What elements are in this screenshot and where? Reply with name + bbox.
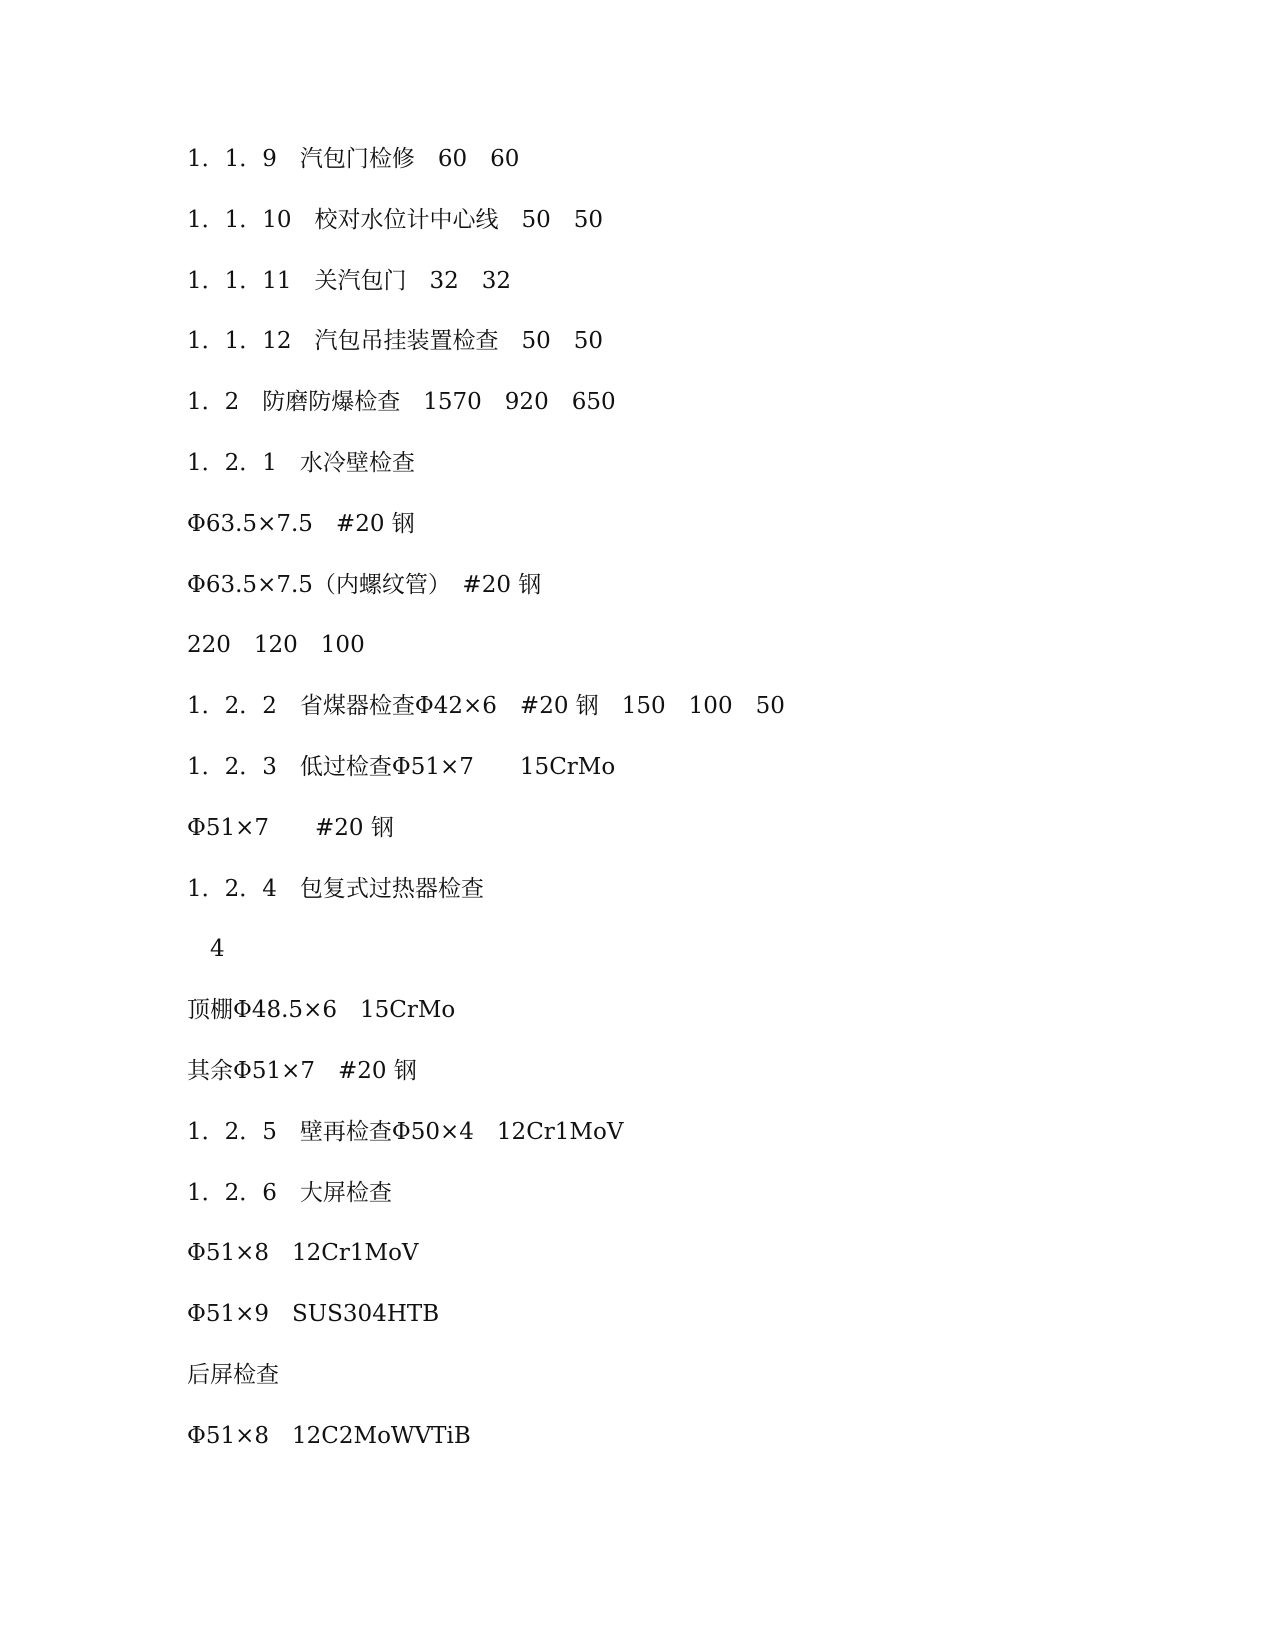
spec-line: Φ51×8 12Cr1MoV: [187, 1240, 419, 1267]
item-1-2-4: 1．2．4 包复式过热器检查: [187, 875, 484, 902]
item-1-1-10: 1．1．10 校对水位计中心线 50 50: [187, 206, 604, 233]
item-1-2: 1．2 防磨防爆检查 1570 920 650: [187, 389, 616, 416]
item-1-1-12: 1．1．12 汽包吊挂装置检查 50 50: [187, 328, 604, 355]
spec-line: Φ51×7 #20 钢: [187, 814, 394, 841]
item-1-1-9: 1．1．9 汽包门检修 60 60: [187, 146, 520, 172]
subsection-label: 后屏检查: [187, 1361, 279, 1388]
quantity-line: 4: [187, 936, 225, 963]
item-1-2-6: 1．2．6 大屏检查: [187, 1179, 392, 1206]
item-1-1-11: 1．1．11 关汽包门 32 32: [187, 267, 512, 294]
document-body: [187, 144, 1187, 1482]
item-1-2-3: 1．2．3 低过检查Φ51×7 15CrMo: [187, 753, 616, 780]
quantity-line: 220 120 100: [187, 632, 365, 659]
spec-line: Φ51×9 SUS304HTB: [187, 1301, 440, 1328]
spec-line: Φ51×8 12C2MoWVTiB: [187, 1422, 471, 1449]
spec-line: 顶棚Φ48.5×6 15CrMo: [187, 997, 456, 1024]
item-1-2-5: 1．2．5 壁再检查Φ50×4 12Cr1MoV: [187, 1118, 624, 1145]
item-1-2-2: 1．2．2 省煤器检查Φ42×6 #20 钢 150 100 50: [187, 693, 785, 720]
item-1-2-1: 1．2．1 水冷壁检查: [187, 449, 415, 476]
spec-line: 其余Φ51×7 #20 钢: [187, 1057, 417, 1084]
spec-line: Φ63.5×7.5 #20 钢: [187, 510, 415, 537]
spec-line: Φ63.5×7.5（内螺纹管） #20 钢: [187, 571, 542, 598]
